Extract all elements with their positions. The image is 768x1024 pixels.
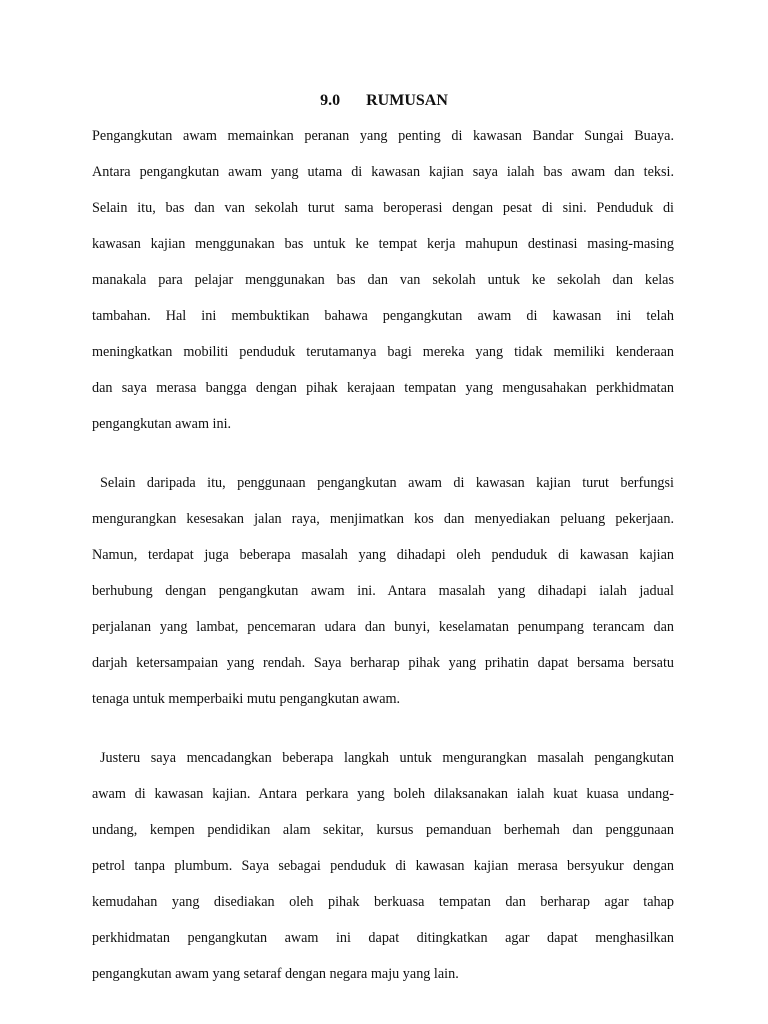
paragraph-1-line: Selain itu, bas dan van sekolah turut sama beroperasi dengan pesat di sini. Penduduk di bbox=[92, 200, 674, 216]
paragraph-2-line: berhubung dengan pengangkutan awam ini. Antara masalah yang dihadapi ialah jadual bbox=[92, 583, 674, 599]
paragraph-2-line: darjah ketersampaian yang rendah. Saya berharap pihak yang prihatin dapat bersama bersatu bbox=[92, 655, 674, 671]
paragraph-1-line: Pengangkutan awam memainkan peranan yang penting di kawasan Bandar Sungai Buaya. bbox=[92, 128, 674, 144]
paragraph-1-line: tambahan. Hal ini membuktikan bahawa pengangkutan awam di kawasan ini telah bbox=[92, 308, 674, 324]
paragraph-1-line: meningkatkan mobiliti penduduk terutamanya bagi mereka yang tidak memiliki kenderaan bbox=[92, 344, 674, 360]
paragraph-3-line: pengangkutan awam yang setaraf dengan negara maju yang lain. bbox=[92, 966, 459, 982]
paragraph-3-line: perkhidmatan pengangkutan awam ini dapat ditingkatkan agar dapat menghasilkan bbox=[92, 930, 674, 946]
section-title: RUMUSAN bbox=[366, 92, 448, 109]
paragraph-2-line: Selain daripada itu, penggunaan pengangkutan awam di kawasan kajian turut berfungsi bbox=[100, 475, 674, 491]
section-number: 9.0 bbox=[320, 92, 341, 109]
paragraph-3-line: petrol tanpa plumbum. Saya sebagai penduduk di kawasan kajian merasa bersyukur dengan bbox=[92, 858, 674, 874]
paragraph-3-line: awam di kawasan kajian. Antara perkara yang boleh dilaksanakan ialah kuat kuasa undang- bbox=[92, 786, 674, 802]
paragraph-2-line: perjalanan yang lambat, pencemaran udara dan bunyi, keselamatan penumpang terancam dan bbox=[92, 619, 674, 635]
paragraph-1-line: pengangkutan awam ini. bbox=[92, 416, 232, 432]
paragraph-3-line: kemudahan yang disediakan oleh pihak berkuasa tempatan dan berharap agar tahap bbox=[92, 894, 674, 910]
paragraph-2-line: tenaga untuk memperbaiki mutu pengangkutan awam. bbox=[92, 691, 401, 707]
paragraph-3-line: undang, kempen pendidikan alam sekitar, kursus pemanduan berhemah dan penggunaan bbox=[92, 822, 674, 838]
paragraph-1-line: Antara pengangkutan awam yang utama di kawasan kajian saya ialah bas awam dan teksi. bbox=[92, 164, 674, 180]
section-heading bbox=[0, 92, 768, 110]
paragraph-1-line: dan saya merasa bangga dengan pihak kerajaan tempatan yang mengusahakan perkhidmatan bbox=[92, 380, 674, 396]
paragraph-3-line: Justeru saya mencadangkan beberapa langkah untuk mengurangkan masalah pengangkutan bbox=[100, 750, 674, 766]
paragraph-1-line: kawasan kajian menggunakan bas untuk ke tempat kerja mahupun destinasi masing-masing bbox=[92, 236, 674, 252]
paragraph-2-line: mengurangkan kesesakan jalan raya, menjimatkan kos dan menyediakan peluang pekerjaan. bbox=[92, 511, 674, 527]
paragraph-2-line: Namun, terdapat juga beberapa masalah yang dihadapi oleh penduduk di kawasan kajian bbox=[92, 547, 674, 563]
paragraph-1-line: manakala para pelajar menggunakan bas dan van sekolah untuk ke sekolah dan kelas bbox=[92, 272, 674, 288]
